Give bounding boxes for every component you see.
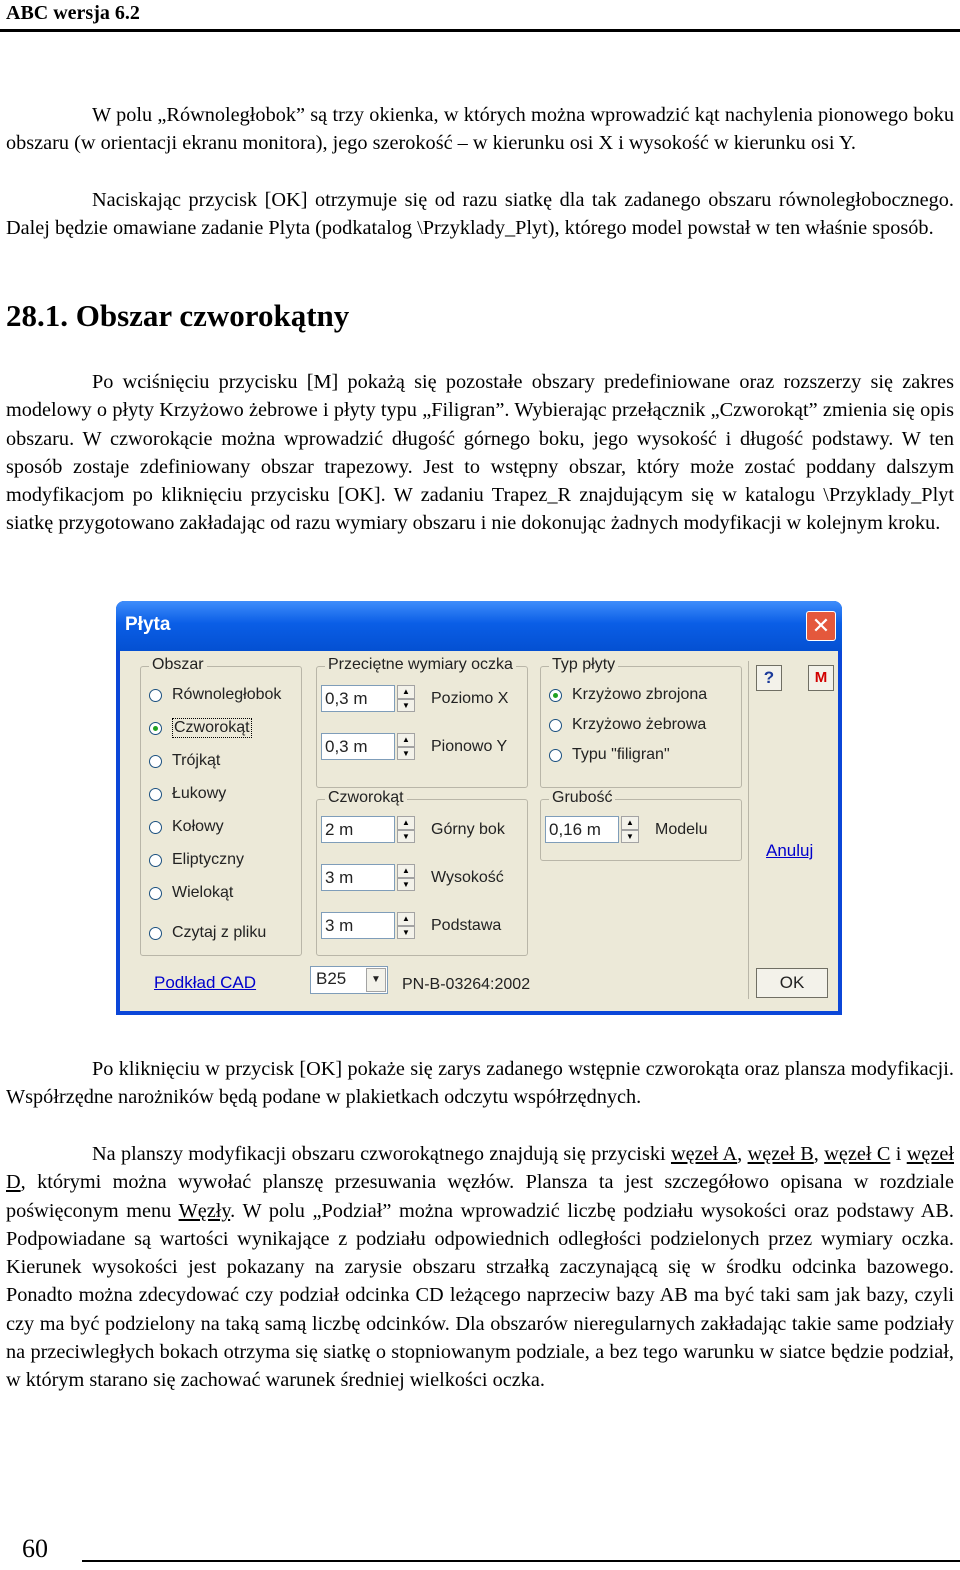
dialog-body (120, 651, 838, 1011)
dialog-title: Płyta (125, 614, 171, 635)
group-czworokat (316, 789, 528, 956)
radio-eliptyczny[interactable] (149, 849, 244, 871)
radio-label: Czworokąt (174, 719, 250, 736)
podklad-cad-link[interactable]: Podkład CAD (154, 973, 257, 992)
radio-dot-selected (149, 722, 162, 735)
radio-typu-filigran[interactable] (549, 744, 670, 766)
radio-lukowy[interactable] (149, 783, 226, 805)
radio-dot (149, 854, 162, 867)
paragraph-3 (6, 368, 954, 538)
radio-dot (549, 749, 562, 762)
input-poziomo-x[interactable]: 0,3 m (321, 685, 395, 712)
spin-arrows[interactable] (397, 864, 415, 891)
label-podstawa: Podstawa (431, 916, 502, 934)
concrete-class-select[interactable] (310, 966, 388, 994)
radio-kolowy[interactable] (149, 816, 224, 838)
group-obszar (140, 656, 302, 956)
spinner-wysokosc (321, 864, 504, 891)
group-oczko (316, 656, 528, 788)
spin-down-icon[interactable]: ▼ (397, 878, 415, 892)
spin-arrows[interactable] (397, 733, 415, 760)
help-button[interactable]: ? (756, 665, 782, 691)
group-obszar-title: Obszar (149, 656, 207, 674)
link-wezly[interactable]: Węzły (178, 1199, 231, 1222)
dialog-title-bar (116, 601, 842, 651)
plyta-dialog (116, 601, 842, 1015)
radio-label: Trójkąt (172, 752, 221, 769)
cancel-link[interactable]: Anuluj (766, 841, 814, 860)
spin-up-icon[interactable]: ▲ (397, 816, 415, 830)
radio-label: Krzyżowo żebrowa (572, 716, 707, 733)
paragraph-4-text: Po kliknięciu w przycisk [OK] pokaże się zarys zadanego wstępnie czworokąta oraz plansza modyfikacji. Współrzędne narożników będą podane w plakietkach odczytu współrzędnych. (6, 1058, 954, 1109)
spin-up-icon[interactable]: ▲ (397, 864, 415, 878)
radio-label: Krzyżowo zbrojona (572, 686, 708, 703)
radio-czworokat[interactable] (149, 717, 252, 739)
spinner-poziomo-x (321, 685, 508, 712)
link-wezel-c[interactable]: węzeł C (824, 1143, 891, 1165)
spin-arrows[interactable] (397, 685, 415, 712)
radio-dot (149, 689, 162, 702)
sep: , (813, 1143, 825, 1165)
radio-krzyzowo-zbrojona[interactable] (549, 684, 707, 706)
spinner-gorny-bok (321, 816, 505, 843)
radio-wielokat[interactable] (149, 882, 233, 904)
spinner-grubosc (545, 816, 707, 843)
radio-dot (149, 887, 162, 900)
radio-dot-selected (549, 689, 562, 702)
input-pionowo-y[interactable]: 0,3 m (321, 733, 395, 760)
radio-label: Łukowy (172, 785, 227, 802)
label-wysokosc: Wysokość (431, 868, 504, 886)
header-rule (0, 29, 960, 32)
spin-down-icon[interactable]: ▼ (397, 830, 415, 844)
radio-label: Czytaj z pliku (172, 924, 267, 941)
group-typ-plyty-title: Typ płyty (549, 656, 618, 674)
radio-label: Typu "filigran" (572, 746, 670, 763)
group-grubosc-title: Grubość (549, 789, 615, 807)
norm-label: PN-B-03264:2002 (402, 976, 531, 993)
spin-up-icon[interactable]: ▲ (397, 685, 415, 699)
running-header: ABC wersja 6.2 (6, 2, 140, 24)
link-wezel-a[interactable]: węzeł A (670, 1143, 738, 1165)
footer-rule (82, 1560, 960, 1562)
section-heading: 28.1. Obszar czworokątny (6, 298, 350, 333)
paragraph-2 (6, 186, 954, 243)
input-podstawa[interactable]: 3 m (321, 912, 395, 939)
spin-arrows[interactable] (621, 816, 639, 843)
spinner-podstawa (321, 912, 501, 939)
radio-label: Eliptyczny (172, 851, 245, 868)
radio-czytaj-z-pliku[interactable] (149, 922, 266, 944)
radio-dot (149, 927, 162, 940)
radio-label: Równoległobok (172, 686, 282, 703)
input-wysokosc[interactable]: 3 m (321, 864, 395, 891)
input-gorny-bok[interactable]: 2 m (321, 816, 395, 843)
paragraph-5-text-c: . W polu „Podział” można wprowadzić liczbę podziału wysokości oraz podstawy AB. Podpowiadane są wartości wynikające z podziału odpowiednich odległości podzielonych przez wymiary oczka. Kierunek wysokości jest pokazany na zarysie obszaru strzałką zaczynającą się w środku odcinka bazowego. Ponadto można zdecydować czy podział odcinka CD leżącego naprzeciw bazy AB ma być taki sam jak bazy, czyli czy ma być podzielony na taką samą liczbę odcinków. Dla obszarów nieregularnych zakładając takie same podziały na przeciwległych bokach otrzyma się siatkę o stopniowanym podziale, a bez tego warunku w siatce będzie podział, w którym starano się zachować warunek średniej wielkości oczka. (6, 1199, 954, 1392)
radio-krzyzowo-zebrowa[interactable] (549, 714, 706, 736)
page-number: 60 (22, 1534, 48, 1563)
spin-arrows[interactable] (397, 816, 415, 843)
group-typ-plyty (540, 656, 742, 788)
label-gorny-bok: Górny bok (431, 820, 505, 838)
group-grubosc (540, 789, 742, 861)
radio-rownoleglobok[interactable] (149, 684, 281, 706)
input-grubosc[interactable]: 0,16 m (545, 816, 619, 843)
radio-dot (149, 821, 162, 834)
radio-dot (149, 755, 162, 768)
label-poziomo-x: Poziomo X (431, 689, 509, 707)
paragraph-1 (6, 101, 954, 158)
chevron-down-icon[interactable]: ▼ (366, 968, 386, 992)
separator-line (748, 661, 749, 999)
radio-label: Wielokąt (172, 884, 234, 901)
spin-down-icon[interactable]: ▼ (397, 926, 415, 940)
group-czworokat-title: Czworokąt (325, 789, 407, 807)
group-oczko-title: Przeciętne wymiary oczka (325, 656, 516, 674)
spin-down-icon[interactable]: ▼ (621, 830, 639, 844)
paragraph-3-text: Po wciśnięciu przycisku [M] pokażą się pozostałe obszary predefiniowane oraz rozszerzy się zakres modelowy o płyty Krzyżowo żebrowe i płyty typu „Filigran”. Wybierając przełącznik „Czworokąt” zmienia się opis obszaru. W czworokącie można wprowadzić długość górnego boku, jego wysokość i długość podstawy. W ten sposób zostaje zdefiniowany obszar trapezowy. Jest to wstępny obszar, który może zostać poddany dalszym modyfikacjom po kliknięciu przycisku [OK]. W zadaniu Trapez_R znajdującym się w katalogu \Przyklady_Plyt siatkę przygotowano zakładając od razu wymiary obszaru i nie dokonując żadnych modyfikacji w kolejnym kroku. (6, 371, 954, 535)
link-wezel-d[interactable]: węzeł D (6, 1143, 955, 1194)
ok-button[interactable]: OK (756, 968, 828, 998)
paragraph-1-text: W polu „Równoległobok” są trzy okienka, w których można wprowadzić kąt nachylenia pionowego boku obszaru (w orientacji ekranu monitora), jego szerokość – w kierunku osi X i wysokość w kierunku osi Y. (6, 104, 954, 155)
spin-down-icon[interactable]: ▼ (397, 699, 415, 713)
paragraph-5-text-b: , którymi można wywołać planszę przesuwania węzłów. Plansza ta jest szczegółowo opisana w rozdziale poświęconym menu (6, 1171, 954, 1222)
paragraph-5 (6, 1140, 954, 1395)
link-wezel-b[interactable]: węzeł B (747, 1143, 814, 1165)
spin-down-icon[interactable]: ▼ (397, 747, 415, 761)
label-pionowo-y: Pionowo Y (431, 737, 508, 755)
radio-trojkat[interactable] (149, 750, 220, 772)
radio-label: Kołowy (172, 818, 224, 835)
close-icon[interactable]: ✕ (806, 611, 836, 641)
radio-dot (549, 719, 562, 732)
sep: , (737, 1143, 748, 1165)
paragraph-2-text: Naciskając przycisk [OK] otrzymuje się od razu siatkę dla tak zadanego obszaru równoległobocznego. Dalej będzie omawiane zadanie Plyta (podkatalog \Przyklady_Plyt), którego model powstał w ten właśnie sposób. (6, 189, 954, 240)
spin-up-icon[interactable]: ▲ (621, 816, 639, 830)
sep: i (890, 1143, 907, 1165)
spin-up-icon[interactable]: ▲ (397, 912, 415, 926)
label-modelu: Modelu (655, 820, 708, 838)
spinner-pionowo-y (321, 733, 507, 760)
m-button[interactable]: M (808, 665, 834, 691)
paragraph-5-text-a: Na planszy modyfikacji obszaru czworokątnego znajdują się przyciski (92, 1143, 671, 1165)
spin-up-icon[interactable]: ▲ (397, 733, 415, 747)
radio-dot (149, 788, 162, 801)
paragraph-4 (6, 1055, 954, 1112)
concrete-class-value: B25 (316, 969, 347, 988)
spin-arrows[interactable] (397, 912, 415, 939)
